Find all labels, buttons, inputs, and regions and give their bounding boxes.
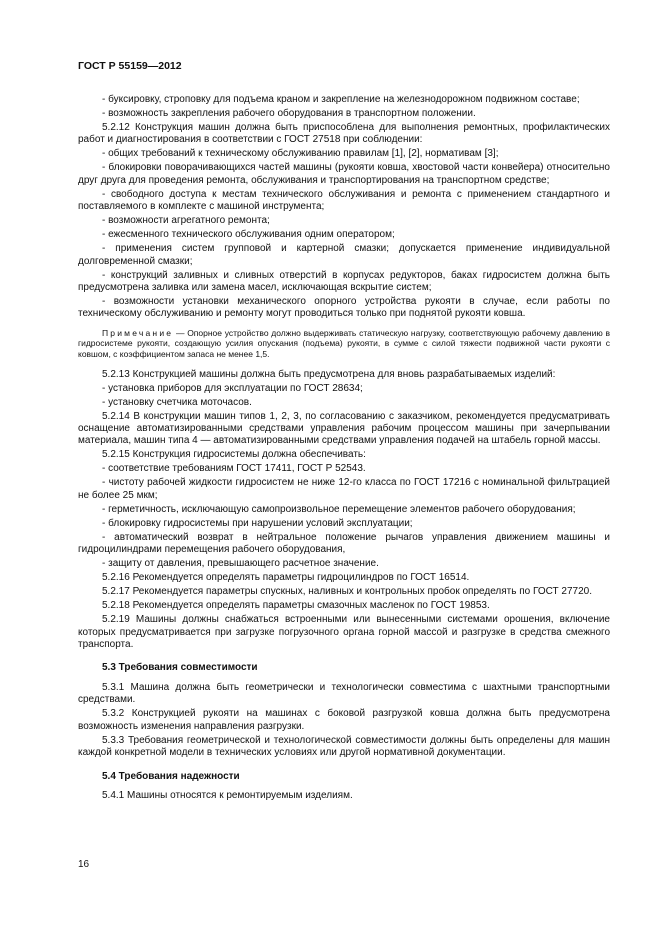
paragraph: 5.2.12 Конструкция машин должна быть приспособлена для выполнения ремонтных, профилактических работ и диагностирования в соответствии с ГОСТ 27518 при соблюдении:: [78, 122, 610, 146]
paragraph: 5.2.17 Рекомендуется параметры спускных, наливных и контрольных пробок определять по ГОСТ 27720.: [102, 586, 592, 598]
paragraph: - ежесменного технического обслуживания одним оператором;: [102, 229, 395, 241]
paragraph: - конструкций заливных и сливных отверстий в корпусах редукторов, баках гидросистем должна быть предусмотрена заливка или замена масел, исключающая вскрытие систем;: [78, 269, 610, 294]
paragraph: - возможность закрепления рабочего оборудования в транспортном положении.: [102, 108, 476, 119]
paragraph: - общих требований к техническому обслуживанию правилам [1], [2], нормативам [3];: [102, 148, 499, 160]
paragraph: - чистоту рабочей жидкости гидросистем не ниже 12-го класса по ГОСТ 17216 с номинальной фильтрацией не более 25 мкм;: [78, 477, 610, 501]
paragraph: 5.3.3 Требования геометрической и технологической совместимости должны быть определены для машин каждой конкретной модели в технических условиях или другой нормативной документации.: [78, 734, 610, 759]
paragraph: 5.3.1 Машина должна быть геометрически и технологически совместима с шахтными транспортными средствами.: [78, 681, 610, 706]
paragraph: - применения систем групповой и картерной смазки; допускается применение индивидуальной долговременной смазки;: [78, 243, 610, 267]
paragraph: - блокировки поворачивающихся частей машины (рукояти ковша, хвостовой части конвейера) относительно друг друга для проведения ремонта, обслуживания и транспортирования на транспортном средстве;: [78, 162, 610, 186]
note-paragraph: [78, 328, 610, 360]
note-text: — Опорное устройство должно выдерживать статическую нагрузку, соответствующую рабочему давлению в гидросистеме рукояти, создающую усилия опускания (подъема) рукояти, в сумме с силой тяжести подвижной части рукояти с ковшом, с коэффициентом запаса не менее 1,5.: [78, 327, 610, 360]
paragraph: - блокировку гидросистемы при нарушении условий эксплуатации;: [102, 517, 413, 529]
paragraph: - возможности установки механического опорного устройства рукояти в случае, если работы по техническому обслуживанию и ремонту могут проводиться только при поднятой рукояти ковша.: [78, 296, 610, 320]
paragraph: - защиту от давления, превышающего расчетное значение.: [102, 558, 379, 570]
paragraph: 5.2.18 Рекомендуется определять параметры смазочных масленок по ГОСТ 19853.: [102, 600, 490, 612]
section-heading: 5.3 Требования совместимости: [102, 662, 258, 674]
paragraph: 5.2.13 Конструкцией машины должна быть предусмотрена для вновь разрабатываемых изделий:: [102, 368, 556, 380]
paragraph: - установку счетчика моточасов.: [102, 396, 252, 408]
paragraph: - автоматический возврат в нейтральное положение рычагов управления движением машины и гидроцилиндрами перемещения рабочего оборудования,: [78, 531, 610, 556]
document-header: ГОСТ Р 55159—2012: [78, 60, 182, 72]
paragraph: - свободного доступа к местам технического обслуживания и ремонта с применением стандартного и поставляемого в комплекте с машиной инструмента;: [78, 188, 610, 213]
paragraph: - возможности агрегатного ремонта;: [102, 215, 270, 227]
paragraph: 5.3.2 Конструкцией рукояти на машинах с боковой разгрузкой ковша должна быть предусмотрена возможность изменения направления разгрузки.: [78, 708, 610, 732]
document-body: [78, 94, 610, 804]
note-lead: Примечание: [102, 327, 174, 338]
paragraph: 5.2.19 Машины должны снабжаться встроенными или вынесенными системами орошения, включение которых предусматривается при загрузке погрузочного органа горной массой и разгрузке в средства смежного транспорта.: [78, 614, 610, 651]
paragraph: 5.4.1 Машины относятся к ремонтируемым изделиям.: [102, 789, 353, 801]
paragraph: 5.2.14 В конструкции машин типов 1, 2, 3, по согласованию с заказчиком, рекомендуется предусматривать оснащение автоматизированными средствами управления рабочим процессом машины при зачерпывании материала, машин типа 4 — автоматизированными средствами управления подачей на штабель горной массы.: [78, 410, 610, 447]
page-number: 16: [78, 859, 90, 870]
section-heading: 5.4 Требования надежности: [102, 770, 240, 782]
paragraph: - установка приборов для эксплуатации по ГОСТ 28634;: [102, 382, 363, 394]
paragraph: 5.2.16 Рекомендуется определять параметры гидроцилиндров по ГОСТ 16514.: [102, 572, 470, 584]
paragraph: - соответствие требованиям ГОСТ 17411, ГОСТ Р 52543.: [102, 463, 366, 475]
paragraph: - герметичность, исключающую самопроизвольное перемещение элементов рабочего оборудования;: [102, 503, 576, 515]
paragraph: 5.2.15 Конструкция гидросистемы должна обеспечивать:: [102, 449, 366, 461]
paragraph: - буксировку, строповку для подъема краном и закрепление на железнодорожном подвижном составе;: [102, 94, 580, 105]
